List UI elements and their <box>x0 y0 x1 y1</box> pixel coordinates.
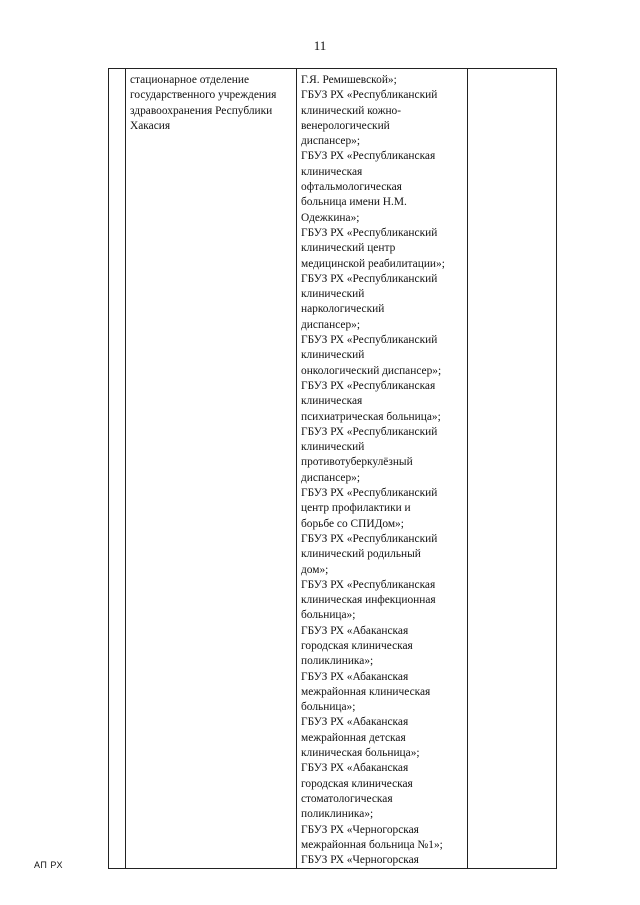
list-line: противотуберкулёзный <box>301 456 413 469</box>
list-line: центр профилактики и <box>301 502 411 515</box>
list-line: ГБУЗ РХ «Республиканская <box>301 379 436 392</box>
institution-line: здравоохранения Республики <box>130 104 273 117</box>
list-line: диспансер»; <box>301 471 361 484</box>
list-line: больница»; <box>301 609 356 622</box>
document-table <box>108 68 557 869</box>
list-line: ГБУЗ РХ «Республиканская <box>301 578 436 591</box>
list-line: ГБУЗ РХ «Черногорская <box>301 854 419 867</box>
list-line: межрайонная клиническая <box>301 685 431 698</box>
list-line: ГБУЗ РХ «Республиканская <box>301 150 436 163</box>
list-line: поликлиника»; <box>301 808 374 821</box>
list-line: клинический кожно- <box>301 104 402 117</box>
list-line: наркологический <box>301 303 385 316</box>
list-line: ГБУЗ РХ «Республиканский <box>301 226 438 239</box>
list-line: онкологический диспансер»; <box>301 364 442 377</box>
list-line: межрайонная больница №1»; <box>301 838 443 851</box>
list-line: клинический <box>301 349 365 362</box>
list-line: ГБУЗ РХ «Абаканская <box>301 762 409 775</box>
institution-line: стационарное отделение <box>130 74 250 86</box>
institution-line: Хакасия <box>130 119 171 132</box>
list-line: клинический <box>301 441 365 454</box>
list-line: дом»; <box>301 563 329 576</box>
organizations-list-cell <box>297 69 468 869</box>
institution-cell <box>126 69 297 869</box>
list-line: ГБУЗ РХ «Абаканская <box>301 670 409 683</box>
list-line: больница имени Н.М. <box>301 196 407 209</box>
list-line: больница»; <box>301 701 356 714</box>
list-line: диспансер»; <box>301 135 361 148</box>
list-line: психиатрическая больница»; <box>301 410 441 423</box>
list-line: межрайонная детская <box>301 731 406 744</box>
list-line: городская клиническая <box>301 777 413 790</box>
table-row <box>109 69 557 869</box>
list-line: городская клиническая <box>301 639 413 652</box>
list-line: клиническая <box>301 395 363 408</box>
list-line: клинический центр <box>301 242 396 255</box>
list-line: ГБУЗ РХ «Республиканский <box>301 334 438 347</box>
list-line: ГБУЗ РХ «Республиканский <box>301 425 438 438</box>
list-line: ГБУЗ РХ «Республиканский <box>301 532 438 545</box>
list-line: венерологический <box>301 119 390 132</box>
empty-cell <box>468 69 557 869</box>
list-line: медицинской реабилитации»; <box>301 257 445 270</box>
list-line: борьбе со СПИДом»; <box>301 517 404 530</box>
list-line: Одежкина»; <box>301 211 360 224</box>
list-line: офтальмологическая <box>301 181 402 194</box>
list-line: клинический <box>301 288 365 301</box>
list-line: клиническая больница»; <box>301 747 420 760</box>
list-line: клиническая <box>301 165 363 178</box>
list-line: ГБУЗ РХ «Республиканский <box>301 89 438 102</box>
list-line: ГБУЗ РХ «Абаканская <box>301 624 409 637</box>
institution-line: государственного учреждения <box>130 89 277 102</box>
list-line: клиническая инфекционная <box>301 594 436 607</box>
list-line: стоматологическая <box>301 792 393 805</box>
list-line: поликлиника»; <box>301 655 374 668</box>
list-line: ГБУЗ РХ «Республиканский <box>301 272 438 285</box>
footer-label: АП РХ <box>34 860 63 870</box>
list-line: Г.Я. Ремишевской»; <box>301 74 397 86</box>
list-line: ГБУЗ РХ «Черногорская <box>301 823 419 836</box>
list-line: ГБУЗ РХ «Абаканская <box>301 716 409 729</box>
list-line: диспансер»; <box>301 318 361 331</box>
list-line: ГБУЗ РХ «Республиканский <box>301 487 438 500</box>
list-line: клинический родильный <box>301 548 421 561</box>
index-cell <box>109 69 126 869</box>
page-number: 11 <box>313 38 327 53</box>
